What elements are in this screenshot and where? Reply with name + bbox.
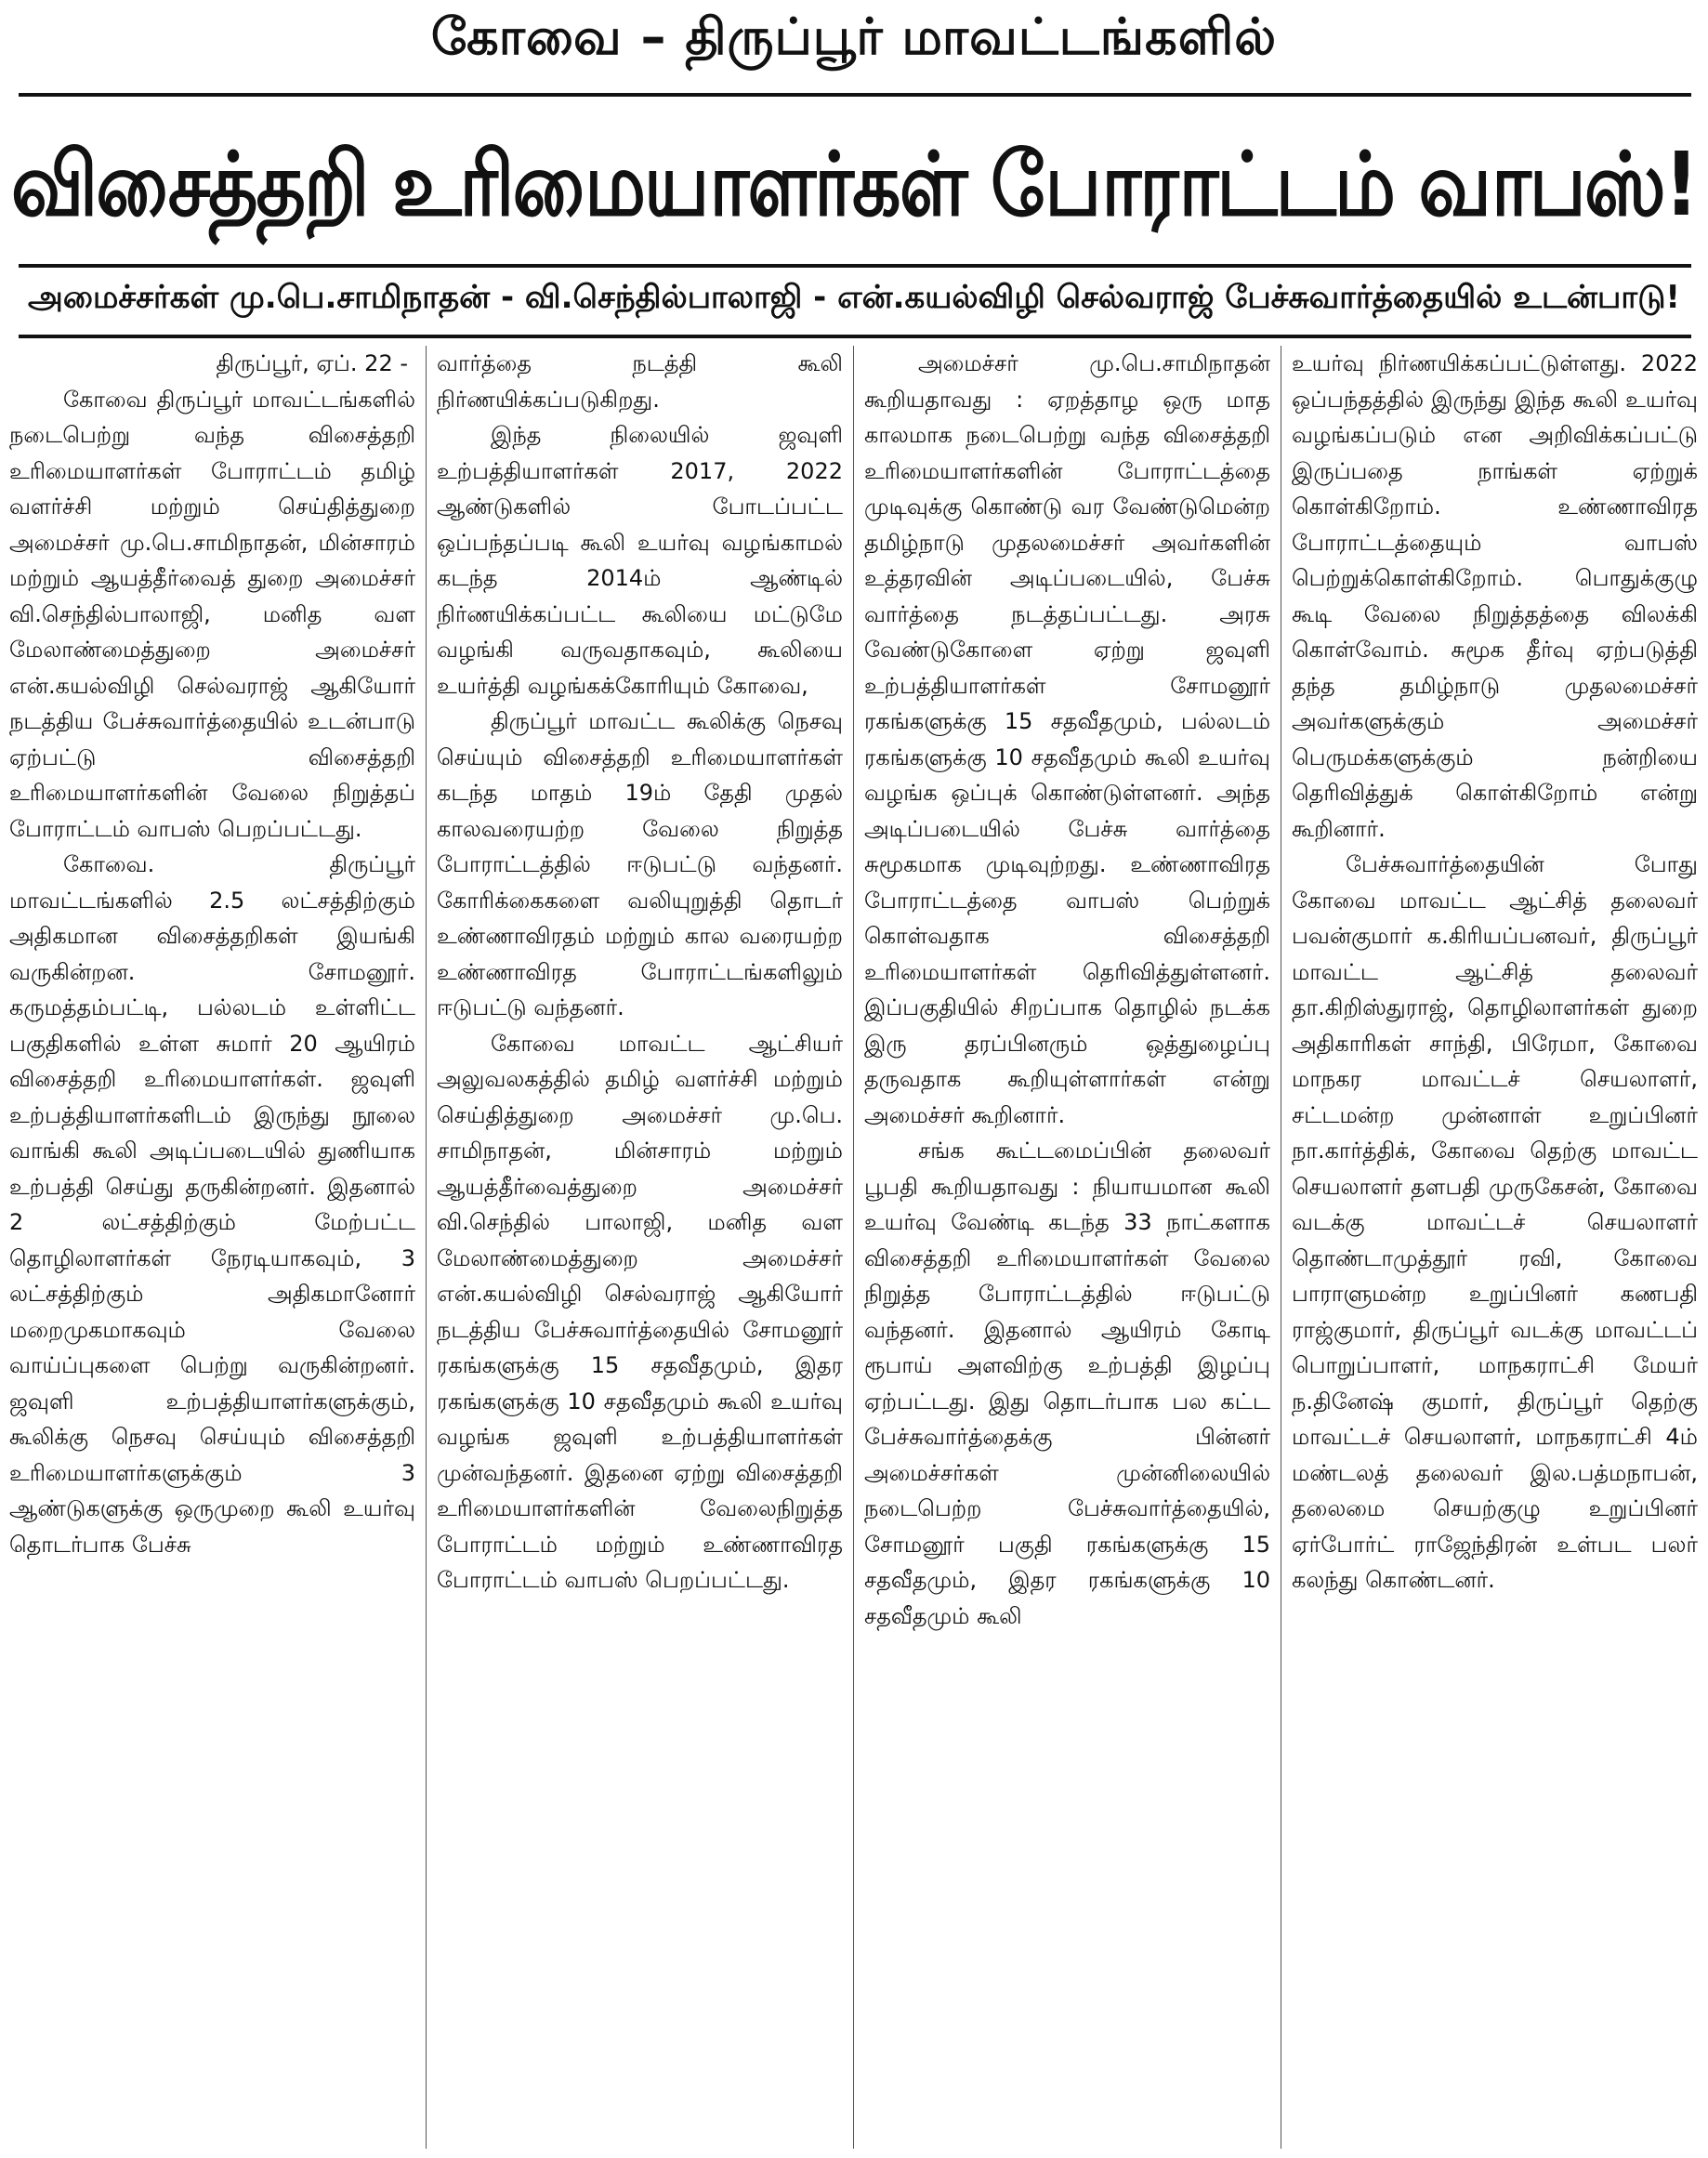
paragraph: சங்க கூட்டமைப்பின் தலைவர் பூபதி கூறியதாவது : நியாயமான கூலி உயர்வு வேண்டி கடந்த 33 நாட்களாக விசைத்தறி உரிமையாளர்கள் வேலை நிறுத்த போராட்டத்தில் ஈடுபட்டு வந்தனர். இதனால் ஆயிரம் கோடி ரூபாய் அளவிற்கு உற்பத்தி இழப்பு ஏற்பட்டது. இது தொடர்பாக பல கட்ட பேச்சுவார்த்தைக்கு பின்னர் அமைச்சர்கள் முன்னிலையில் நடைபெற்ற பேச்சுவார்த்தையில், சோமனூர் பகுதி ரகங்களுக்கு 15 சதவீதமும், இதர ரகங்களுக்கு 10 சதவீதமும் கூலி <box>864 1138 1270 1629</box>
subhead: அமைச்சர்கள் மு.பெ.சாமிநாதன் - வி.செந்தில்பாலாஜி - என்.கயல்விழி செல்வராஜ் பேச்சுவார்த்தையில் உடன்பாடு! <box>28 279 1680 316</box>
headline: விசைத்தறி உரிமையாளர்கள் போராட்டம் வாபஸ்! <box>10 134 1698 237</box>
paragraph: கோவை மாவட்ட ஆட்சியர் அலுவலகத்தில் தமிழ் வளர்ச்சி மற்றும் செய்தித்துறை அமைச்சர் மு.பெ. சாமிநாதன், மின்சாரம் மற்றும் ஆயத்தீர்வைத்துறை அமைச்சர் வி.செந்தில் பாலாஜி, மனித வள மேலாண்மைத்துறை அமைச்சர் என்.கயல்விழி செல்வராஜ் ஆகியோர் நடத்திய பேச்சுவார்த்தையில் சோமனூர் ரகங்களுக்கு 15 சதவீதமும், இதர ரகங்களுக்கு 10 சதவீதமும் கூலி உயர்வு வழங்க ஜவுளி உற்பத்தியாளர்கள் முன்வந்தனர். இதனை ஏற்று விசைத்தறி உரிமையாளர்களின் வேலைநிறுத்த போராட்டம் மற்றும் உண்ணாவிரத போராட்டம் வாபஸ் பெறப்பட்டது. <box>437 1030 843 1593</box>
article-column-3 <box>864 346 1270 2149</box>
dateline: திருப்பூர், ஏப். 22 - <box>216 350 408 376</box>
paragraph: உயர்வு நிர்ணயிக்கப்பட்டுள்ளது. 2022 ஒப்பந்தத்தில் இருந்து இந்த கூலி உயர்வு வழங்கப்படும் என அறிவிக்கப்பட்டு இருப்பதை நாங்கள் ஏற்றுக் கொள்கிறோம். உண்ணாவிரத போராட்டத்தையும் வாபஸ் பெற்றுக்கொள்கிறோம். பொதுக்குழு கூடி வேலை நிறுத்தத்தை விலக்கி கொள்வோம். சுமூக தீர்வு ஏற்படுத்தி தந்த தமிழ்நாடு முதலமைச்சர் அவர்களுக்கும் அமைச்சர் பெருமக்களுக்கும் நன்றியை தெரிவித்துக் கொள்கிறோம் என்று கூறினார். <box>1292 350 1698 842</box>
article-column-2 <box>437 346 843 2149</box>
top-rule <box>19 93 1691 97</box>
paragraph: இந்த நிலையில் ஜவுளி உற்பத்தியாளர்கள் 2017, 2022 ஆண்டுகளில் போடப்பட்ட ஒப்பந்தப்படி கூலி உயர்வு வழங்காமல் கடந்த 2014ம் ஆண்டில் நிர்ணயிக்கப்பட்ட கூலியை மட்டுமே வழங்கி வருவதாகவும், கூலியை உயர்த்தி வழங்கக்கோரியும் கோவை, <box>437 422 843 699</box>
paragraph: கோவை. திருப்பூர் மாவட்டங்களில் 2.5 லட்சத்திற்கும் அதிகமான விசைத்தறிகள் இயங்கி வருகின்றன. சோமனூர். கருமத்தம்பட்டி, பல்லடம் உள்ளிட்ட பகுதிகளில் உள்ள சுமார் 20 ஆயிரம் விசைத்தறி உரிமையாளர்கள். ஜவுளி உற்பத்தியாளர்களிடம் இருந்து நூலை வாங்கி கூலி அடிப்படையில் துணியாக உற்பத்தி செய்து தருகின்றனர். இதனால் 2 லட்சத்திற்கும் மேற்பட்ட தொழிலாளர்கள் நேரடியாகவும், 3 லட்சத்திற்கும் அதிகமானோர் மறைமுகமாகவும் வேலை வாய்ப்புகளை பெற்று வருகின்றனர். ஜவுளி உற்பத்தியாளர்களுக்கும், கூலிக்கு நெசவு செய்யும் விசைத்தறி உரிமையாளர்களுக்கும் 3 ஆண்டுகளுக்கு ஒருமுறை கூலி உயர்வு தொடர்பாக பேச்சு <box>9 851 415 1558</box>
article-column-4 <box>1292 346 1698 2149</box>
column-divider <box>853 346 854 2149</box>
paragraph: அமைச்சர் மு.பெ.சாமிநாதன் கூறியதாவது : ஏறத்தாழ ஒரு மாத காலமாக நடைபெற்று வந்த விசைத்தறி உரிமையாளர்களின் போராட்டத்தை முடிவுக்கு கொண்டு வர வேண்டுமென்ற தமிழ்நாடு முதலமைச்சர் அவர்களின் உத்தரவின் அடிப்படையில், பேச்சு வார்த்தை நடத்தப்பட்டது. அரசு வேண்டுகோளை ஏற்று ஜவுளி உற்பத்தியாளர்கள் சோமனூர் ரகங்களுக்கு 15 சதவீதமும், பல்லடம் ரகங்களுக்கு 10 சதவீதமும் கூலி உயர்வு வழங்க ஒப்புக் கொண்டுள்ளனர். அந்த அடிப்படையில் பேச்சு வார்த்தை சுமூகமாக முடிவுற்றது. உண்ணாவிரத போராட்டத்தை வாபஸ் பெற்றுக் கொள்வதாக விசைத்தறி உரிமையாளர்கள் தெரிவித்துள்ளனர். இப்பகுதியில் சிறப்பாக தொழில் நடக்க இரு தரப்பினரும் ஒத்துழைப்பு தருவதாக கூறியுள்ளார்கள் என்று அமைச்சர் கூறினார். <box>864 350 1270 1128</box>
article-body <box>9 346 1699 2149</box>
paragraph: பேச்சுவார்த்தையின் போது கோவை மாவட்ட ஆட்சித் தலைவர் பவன்குமார் க.கிரியப்பனவர், திருப்பூர் மாவட்ட ஆட்சித் தலைவர் தா.கிறிஸ்துராஜ், தொழிலாளர்கள் துறை அதிகாரிகள் சாந்தி, பிரேமா, கோவை மாநகர மாவட்டச் செயலாளர், சட்டமன்ற முன்னாள் உறுப்பினர் நா.கார்த்திக், கோவை தெற்கு மாவட்ட செயலாளர் தளபதி முருகேசன், கோவை வடக்கு மாவட்டச் செயலாளர் தொண்டாமுத்தூர் ரவி, கோவை பாராளுமன்ற உறுப்பினர் கணபதி ராஜ்குமார், திருப்பூர் வடக்கு மாவட்டப் பொறுப்பாளர், மாநகராட்சி மேயர் ந.தினேஷ் குமார், திருப்பூர் தெற்கு மாவட்டச் செயலாளர், மாநகராட்சி 4ம் மண்டலத் தலைவர் இல.பத்மநாபன், தலைமை செயற்குழு உறுப்பினர் ஏர்போர்ட் ராஜேந்திரன் உள்பட பலர் கலந்து கொண்டனர். <box>1292 851 1698 1593</box>
kicker-line: கோவை – திருப்பூர் மாவட்டங்களில் <box>430 7 1278 66</box>
article-column-1 <box>9 346 415 2149</box>
paragraph: வார்த்தை நடத்தி கூலி நிர்ணயிக்கப்படுகிறது. <box>437 350 843 413</box>
headline-rule <box>19 264 1691 268</box>
subhead-rule <box>19 335 1691 338</box>
paragraph: கோவை திருப்பூர் மாவட்டங்களில் நடைபெற்று வந்த விசைத்தறி உரிமையாளர்கள் போராட்டம் தமிழ் வளர்ச்சி மற்றும் செய்தித்துறை அமைச்சர் மு.பெ.சாமிநாதன், மின்சாரம் மற்றும் ஆயத்தீர்வைத் துறை அமைச்சர் வி.செந்தில்பாலாஜி, மனித வள மேலாண்மைத்துறை அமைச்சர் என்.கயல்விழி செல்வராஜ் ஆகியோர் நடத்திய பேச்சுவார்த்தையில் உடன்பாடு ஏற்பட்டு விசைத்தறி உரிமையாளர்களின் வேலை நிறுத்தப் போராட்டம் வாபஸ் பெறப்பட்டது. <box>9 386 415 842</box>
paragraph: திருப்பூர் மாவட்ட கூலிக்கு நெசவு செய்யும் விசைத்தறி உரிமையாளர்கள் கடந்த மாதம் 19ம் தேதி முதல் காலவரையற்ற வேலை நிறுத்த போராட்டத்தில் ஈடுபட்டு வந்தனர். கோரிக்கைகளை வலியுறுத்தி தொடர் உண்ணாவிரதம் மற்றும் கால வரையற்ற உண்ணாவிரத போராட்டங்களிலும் ஈடுபட்டு வந்தனர். <box>437 708 843 1020</box>
column-divider <box>426 346 427 2149</box>
